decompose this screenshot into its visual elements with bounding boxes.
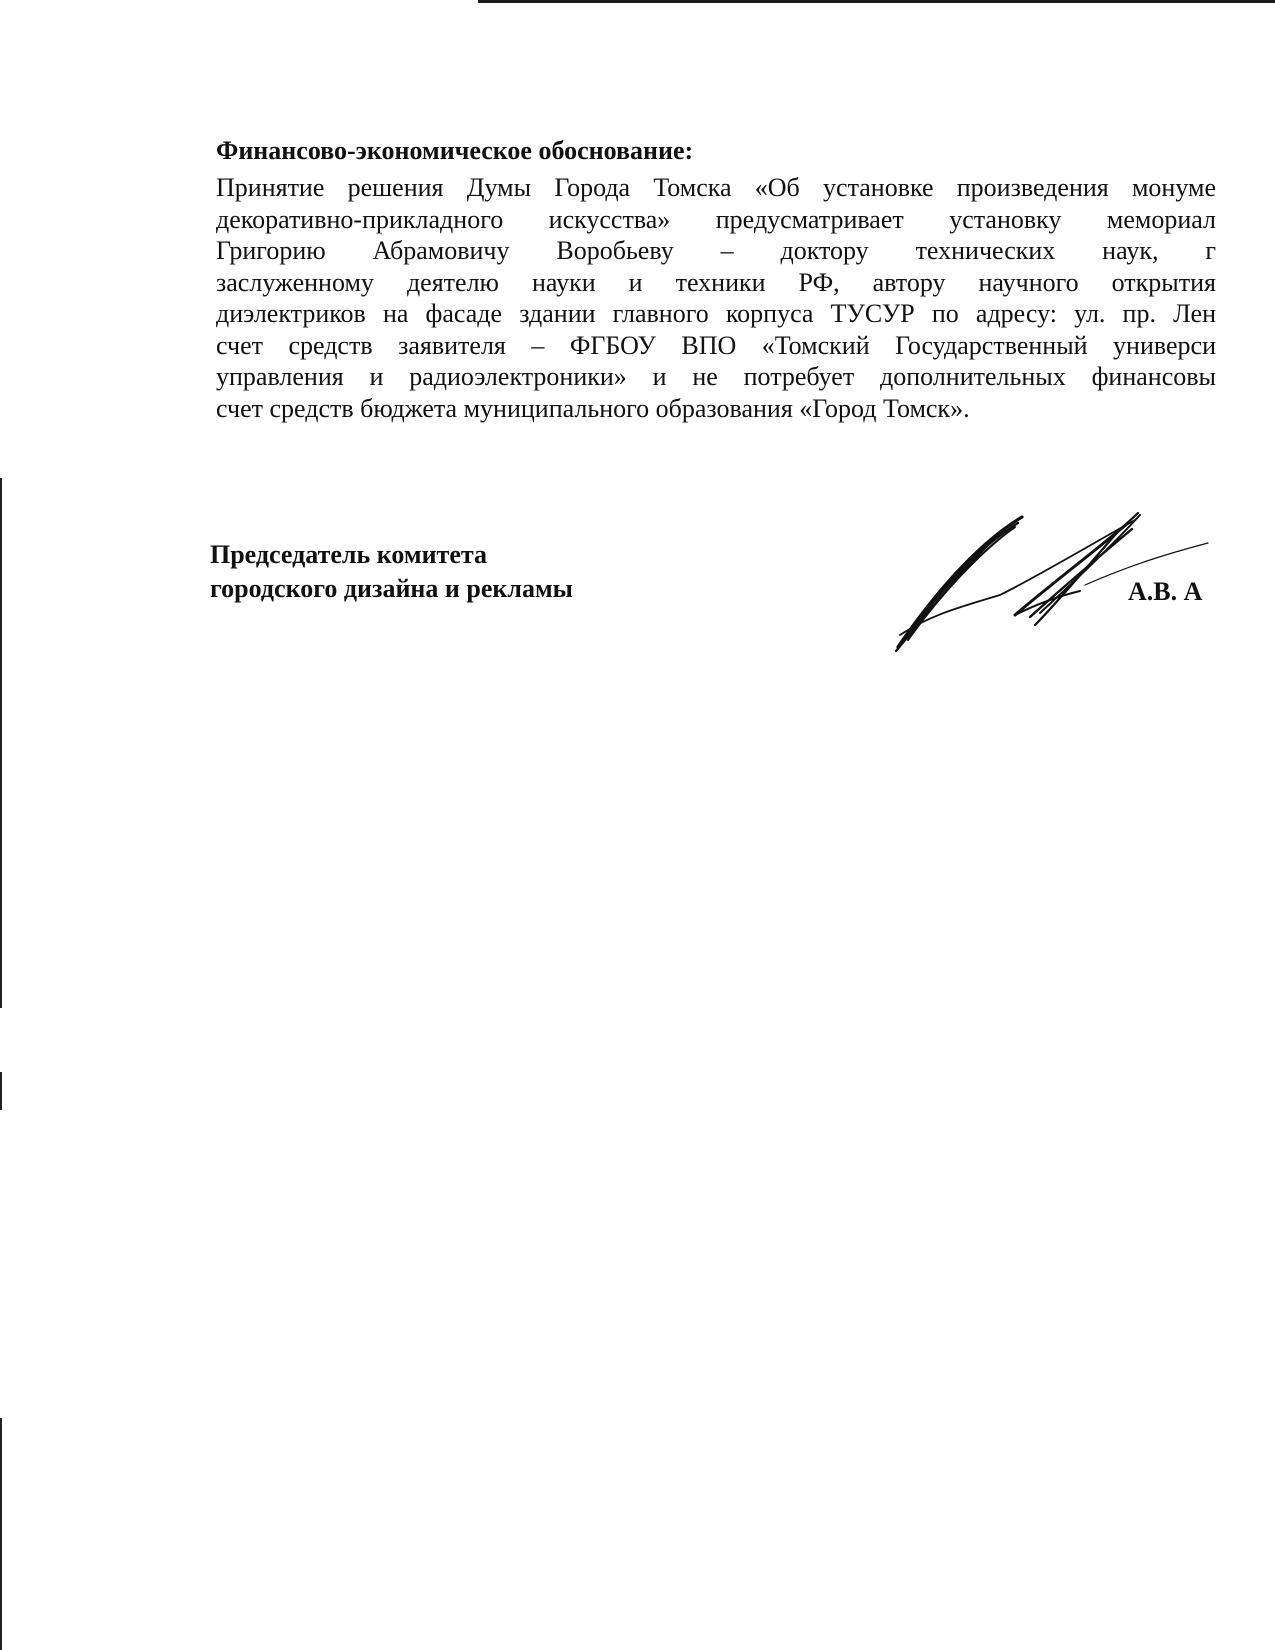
paragraph-line: диэлектриков на фасаде здании главного корпуса ТУСУР по адресу: ул. пр. Лен	[216, 299, 1216, 328]
scan-left-edge	[0, 1072, 2, 1110]
paragraph-line: счет средств заявителя – ФГБОУ ВПО «Томский Государственный универси	[216, 330, 1216, 360]
signer-role-line: городского дизайна и рекламы	[210, 574, 573, 603]
paragraph-line: декоративно-прикладного искусства» предусматривает установку мемориал	[216, 204, 1216, 234]
justification-paragraph	[216, 172, 1275, 424]
section-heading: Финансово-экономическое обоснование:	[216, 136, 694, 165]
signer-role	[210, 538, 573, 606]
scan-left-edge	[0, 1418, 2, 1650]
scan-left-edge	[0, 478, 2, 1008]
paragraph-line: Принятие решения Думы Города Томска «Об установке произведения монуме	[216, 173, 1216, 202]
paragraph-line: заслуженному деятелю науки и техники РФ, автору научного открытия	[216, 267, 1216, 297]
signer-name: А.В. А	[1128, 577, 1203, 606]
paragraph-line: Григорию Абрамовичу Воробьеву – доктору технических наук, г	[216, 236, 1216, 265]
scan-top-edge	[478, 0, 1275, 3]
signer-role-line: Председатель комитета	[210, 540, 487, 569]
paragraph-line: счет средств бюджета муниципального образования «Город Томск».	[216, 393, 970, 423]
paragraph-line: управления и радиоэлектроники» и не потребует дополнительных финансовы	[216, 362, 1216, 391]
